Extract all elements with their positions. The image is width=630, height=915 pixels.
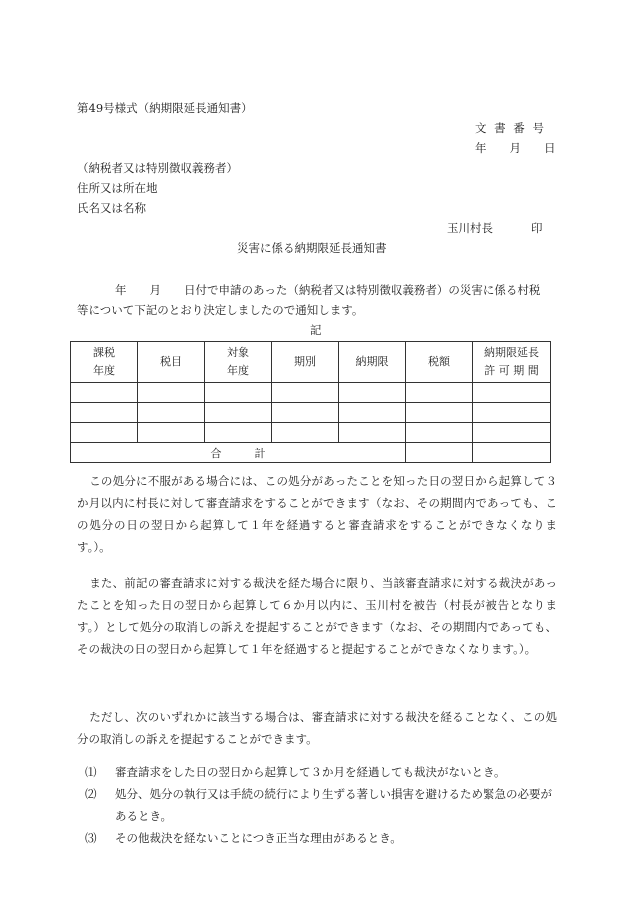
header-tax-year: 課税 年度 [71,342,138,383]
intro-line-1: 年 月 日付で申請のあった（納税者又は特別徴収義務者）の災害に係る村税 [115,283,541,297]
intro-line-2: 等について下記のとおり決定しましたので通知します。 [77,303,364,317]
recipient-name-label: 氏名又は名称 [77,201,146,215]
header-due-date: 納期限 [339,342,406,383]
paragraph-exception: ただし、次のいずれかに該当する場合は、審査請求に対する裁決を経ることなく、この処分の取消しの訴えを提起することができます。 [77,710,557,746]
total-label: 合 計 [71,443,406,463]
header-extension-period: 納期限延長 許 可 期 間 [473,342,551,383]
exception-list [85,761,560,849]
header-tax-item: 税目 [138,342,205,383]
seal-mark: 印 [531,221,543,235]
table-total-row [71,443,551,463]
paragraph-lawsuit: また、前記の審査請求に対する裁決を経た場合に限り、当該審査請求に対する裁決があったことを知った日の翌日から起算して６か月以内に、玉川村を被告（村長が被告となります。）として処分の取消しの訴えを提起することができます（なお、その期間内であっても、その裁決の日の翌日から起算して１年を経過すると提起することができなくなります。）。 [77,576,557,656]
header-target-year: 対象 年度 [205,342,272,383]
list-item: ⑶ その他裁決を経ないことにつき正当な理由があるとき。 [85,831,402,845]
list-item: ⑵ 処分、処分の執行又は手続の続行により生ずる著しい損害を避けるため緊急の必要があるとき。 [85,787,552,823]
recipient-address-label: 住所又は所在地 [77,181,158,195]
table-row [71,403,551,423]
header-tax-amount: 税額 [406,342,473,383]
recipient-heading: （納税者又は特別徴収義務者） [77,161,238,175]
list-item: ⑴ 審査請求をした日の翌日から起算して３か月を経過しても裁決がないとき。 [85,765,506,779]
date-label: 年 月 日 [475,141,556,155]
document-title: 災害に係る納期限延長通知書 [237,241,387,255]
table-header-row [71,342,551,383]
paragraph-objection: この処分に不服がある場合には、この処分があったことを知った日の翌日から起算して３か月以内に村長に対して審査請求をすることができます（なお、その期間内であっても、この処分の日の翌日から起算して１年を経過すると審査請求をすることができなくなります。）。 [77,474,557,554]
issuer-name: 玉川村長 [447,221,493,235]
form-number: 第49号様式（納期限延長通知書） [77,101,253,115]
header-period: 期別 [272,342,339,383]
table-row [71,383,551,403]
table-row [71,423,551,443]
ki-heading: 記 [310,323,322,337]
document-number-label: 文 書 番 号 [475,121,546,135]
tax-table [70,341,551,463]
